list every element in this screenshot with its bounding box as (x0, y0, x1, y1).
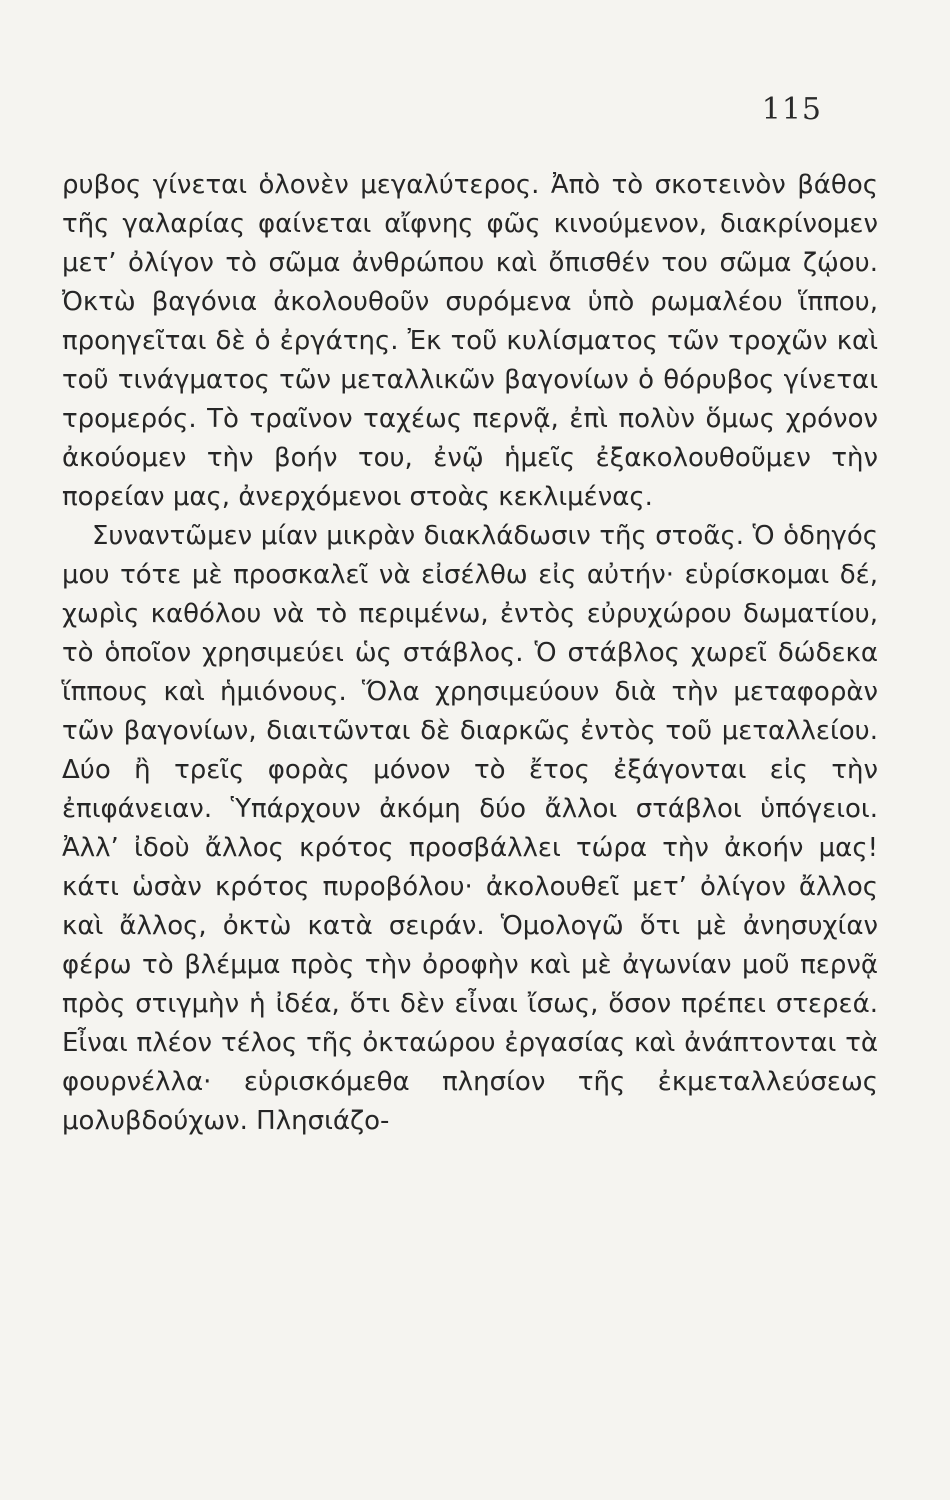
paragraph-1: ρυβος γίνεται ὁλονὲν μεγαλύτερος. Ἀπὸ τὸ σκοτεινὸν βάθος τῆς γαλαρίας φαίνεται αἴφνης φῶς κινούμενον, διακρίνομεν μετ’ ὀλίγον τὸ σῶμα ἀνθρώπου καὶ ὄπισθέν του σῶμα ζῴου. Ὀκτὼ βαγόνια ἀκολουθοῦν συρόμενα ὑπὸ ρωμαλέου ἵππου, προηγεῖται δὲ ὁ ἐργάτης. Ἐκ τοῦ κυλίσματος τῶν τροχῶν καὶ τοῦ τινάγματος τῶν μεταλλικῶν βαγονίων ὁ θόρυβος γίνεται τρομερός. Τὸ τραῖνον ταχέως περνᾷ, ἐπὶ πολὺν ὅμως χρόνον ἀκούομεν τὴν βοήν του, ἐνῷ ἡμεῖς ἐξακολουθοῦμεν τὴν πορείαν μας, ἀνερχόμενοι στοὰς κεκλιμένας. (62, 170, 878, 512)
page-number: 115 (761, 92, 822, 127)
body-text (62, 166, 878, 1141)
paragraph-2: Συναντῶμεν μίαν μικρὰν διακλάδωσιν τῆς στοᾶς. Ὁ ὁδηγός μου τότε μὲ προσκαλεῖ νὰ εἰσέλθω εἰς αὐτήν· εὑρίσκομαι δέ, χωρὶς καθόλου νὰ τὸ περιμένω, ἐντὸς εὐρυχώρου δωματίου, τὸ ὁποῖον χρησιμεύει ὡς στάβλος. Ὁ στάβλος χωρεῖ δώδεκα ἵππους καὶ ἡμιόνους. Ὅλα χρησιμεύουν διὰ τὴν μεταφορὰν τῶν βαγονίων, διαιτῶνται δὲ διαρκῶς ἐντὸς τοῦ μεταλλείου. Δύο ἢ τρεῖς φορὰς μόνον τὸ ἔτος ἐξάγονται εἰς τὴν ἐπιφάνειαν. Ὑπάρχουν ἀκόμη δύο ἄλλοι στάβλοι ὑπόγειοι. Ἀλλ’ ἰδοὺ ἄλλος κρότος προσβάλλει τώρα τὴν ἀκοήν μας! κάτι ὡσὰν κρότος πυροβόλου· ἀκολουθεῖ μετ’ ὀλίγον ἄλλος καὶ ἄλλος, ὀκτὼ κατὰ σειράν. Ὁμολογῶ ὅτι μὲ ἀνησυχίαν φέρω τὸ βλέμμα πρὸς τὴν ὀροφὴν καὶ μὲ ἀγωνίαν μοῦ περνᾷ πρὸς στιγμὴν ἡ ἰδέα, ὅτι δὲν εἶναι ἴσως, ὅσον πρέπει στερεά. Εἶναι πλέον τέλος τῆς ὀκταώρου ἐργασίας καὶ ἀνάπτονται τὰ φουρνέλλα· εὑρισκόμεθα πλησίον τῆς ἐκμεταλλεύσεως μολυβδούχων. Πλησιάζο- (62, 521, 878, 1136)
